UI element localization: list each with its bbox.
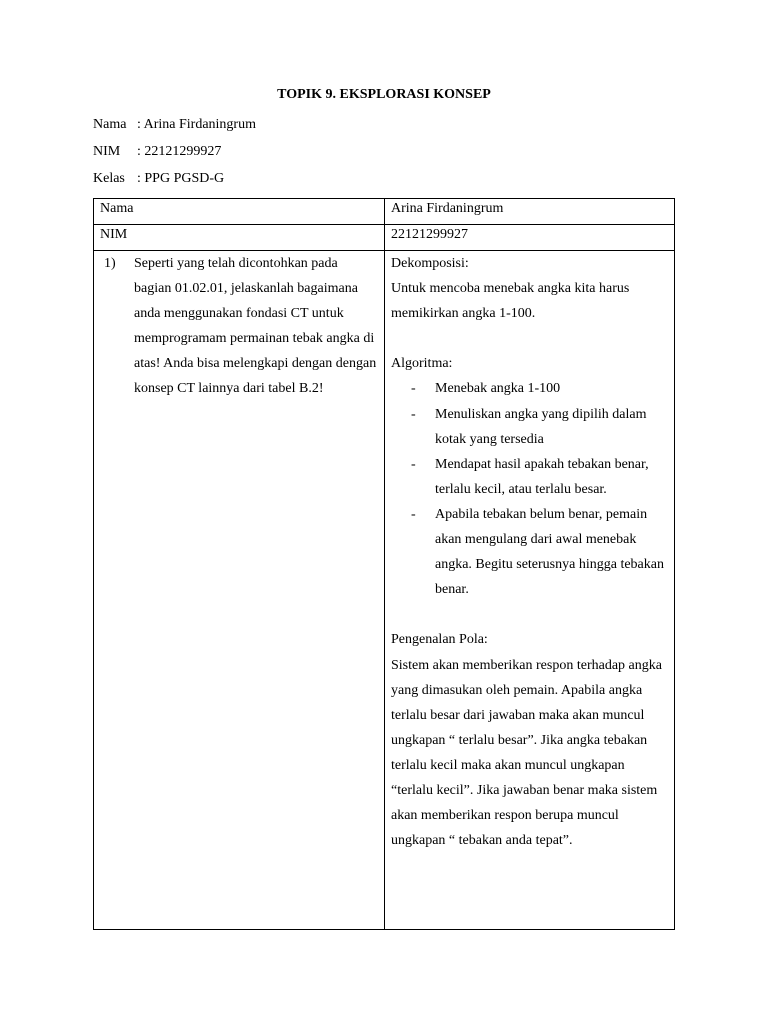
dash-bullet: - bbox=[411, 456, 416, 472]
table-row-nim bbox=[94, 225, 675, 251]
table-row-nama bbox=[94, 199, 675, 225]
dekomposisi-text: Untuk mencoba menebak angka kita harus memikirkan angka 1-100. bbox=[391, 281, 630, 322]
question-number: 1) bbox=[104, 256, 116, 271]
page-title: TOPIK 9. EKSPLORASI KONSEP bbox=[277, 87, 491, 102]
table-row-question bbox=[94, 251, 675, 930]
algoritma-heading: Algoritma: bbox=[391, 356, 453, 372]
algoritma-item-4: Apabila tebakan belum benar, pemain akan mengulang dari awal menebak angka. Begitu seterusnya hingga tebakan benar. bbox=[435, 506, 664, 598]
info-nama-value: : Arina Firdaningrum bbox=[137, 117, 256, 132]
info-nama bbox=[93, 116, 256, 134]
dash-bullet: - bbox=[411, 506, 416, 522]
list-item bbox=[391, 502, 668, 602]
cell-nama-value: Arina Firdaningrum bbox=[385, 199, 675, 225]
list-item bbox=[391, 402, 668, 452]
info-kelas-value: : PPG PGSD-G bbox=[137, 171, 225, 186]
info-nim bbox=[93, 143, 221, 161]
info-kelas bbox=[93, 170, 224, 188]
info-nama-label: Nama bbox=[93, 117, 127, 132]
pola-text: Sistem akan memberikan respon terhadap angka yang dimasukan oleh pemain. Apabila angka terlalu besar dari jawaban maka akan muncul ungkapan “ terlalu besar”. Jika angka tebakan terlalu kecil maka akan muncul ungkapan “terlalu kecil”. Jika jawaban benar maka sistem akan memberikan respon berupa muncul ungkapan “ tebakan anda tepat”. bbox=[391, 657, 662, 849]
algoritma-item-1: Menebak angka 1-100 bbox=[435, 381, 561, 397]
cell-nim-value: 22121299927 bbox=[385, 225, 675, 251]
dash-bullet: - bbox=[411, 381, 416, 397]
list-item bbox=[391, 452, 668, 502]
cell-nama-label: Nama bbox=[94, 199, 385, 225]
cell-answer bbox=[385, 251, 675, 930]
spacer bbox=[391, 602, 668, 627]
info-kelas-label: Kelas bbox=[93, 171, 125, 186]
question-item bbox=[100, 251, 378, 402]
pola-heading: Pengenalan Pola: bbox=[391, 632, 488, 648]
spacer bbox=[391, 326, 668, 351]
info-nim-value: : 22121299927 bbox=[137, 144, 222, 159]
algoritma-item-3: Mendapat hasil apakah tebakan benar, terlalu kecil, atau terlalu besar. bbox=[435, 456, 649, 497]
cell-question bbox=[94, 251, 385, 930]
list-item bbox=[391, 376, 668, 401]
answer-table bbox=[93, 198, 675, 930]
algoritma-item-2: Menuliskan angka yang dipilih dalam kotak yang tersedia bbox=[435, 406, 647, 447]
info-nim-label: NIM bbox=[93, 144, 121, 159]
question-text: Seperti yang telah dicontohkan pada bagian 01.02.01, jelaskanlah bagaimana anda menggunakan fondasi CT untuk memprogramam permainan tebak angka di atas! Anda bisa melengkapi dengan dengan konsep CT lainnya dari tabel B.2! bbox=[134, 256, 377, 397]
dash-bullet: - bbox=[411, 406, 416, 422]
dekomposisi-heading: Dekomposisi: bbox=[391, 256, 469, 271]
cell-nim-label: NIM bbox=[94, 225, 385, 251]
